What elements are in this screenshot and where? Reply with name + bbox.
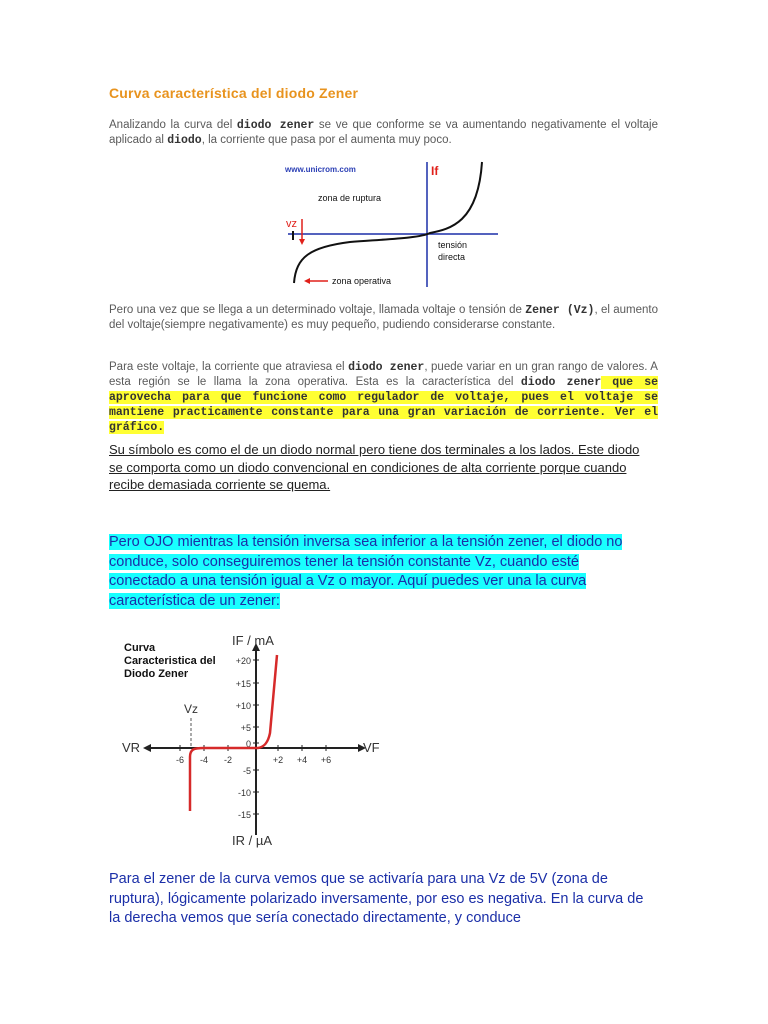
vz-arrow-head <box>299 239 305 245</box>
watermark: www.unicrom.com <box>285 165 356 174</box>
if-label: If <box>431 164 439 178</box>
zener-curve-figure-2 <box>108 625 398 850</box>
zener-curve-figure-1 <box>280 157 502 291</box>
tension-label-1: tensión <box>438 240 468 250</box>
fig2-vf-label: VF <box>363 740 380 755</box>
vz-label: vz <box>286 218 297 230</box>
fig2-y-tick-label: -15 <box>237 810 251 820</box>
fig2-vz-label: Vz <box>184 702 199 716</box>
fig2-title-line-3: Diodo Zener <box>124 668 189 680</box>
page-title: Curva característica del diodo Zener <box>109 85 359 101</box>
bold-term: diodo <box>167 134 202 147</box>
text: , puede variar en un gran rango de valores. A esta región se le llama la zona operativa. Esta es la característica del <box>109 361 658 388</box>
paragraph-6 <box>109 870 657 929</box>
paragraph-5 <box>109 533 629 611</box>
paragraph-3 <box>109 360 658 435</box>
underlined-text: Su símbolo es como el de un diodo normal pero tiene dos terminales a los lados. Este diodo se comporta como un diodo convencional en condiciones de alta corriente porque cuando recibe demasiada corriente se quema. <box>109 442 640 492</box>
fig2-x-tick-label: +2 <box>272 755 284 765</box>
fig2-x-tick-label: -6 <box>175 755 185 765</box>
fig2-x-tick-label: -4 <box>199 755 209 765</box>
fig2-y-tick-label: +20 <box>235 656 251 666</box>
text: se ve que conforme se va aumentando negativamente el voltaje aplicado al <box>109 119 659 146</box>
text: Pero una vez que se llega a un determinado voltaje, llamada voltaje o tensión de <box>109 304 526 316</box>
bold-term: Zener (Vz) <box>525 304 595 317</box>
fig2-ir-label: IR / µA <box>232 833 272 848</box>
bold-term: diodo zener <box>236 119 315 132</box>
fig2-y-tick-label: +5 <box>240 723 251 733</box>
fig2-y-tick-label: +15 <box>235 679 251 689</box>
zona-operativa-label: zona operativa <box>332 276 392 286</box>
fig2-y-tick-label: -5 <box>242 766 251 776</box>
bold-term: diodo zener <box>520 376 602 389</box>
text: Analizando la curva del <box>109 119 237 131</box>
highlighted-blue-text: Pero OJO mientras la tensión inversa sea inferior a la tensión zener, el diodo no conduce, solo conseguiremos tener la tensión constante Vz, cuando esté conectado a una tensión igual a Vz o mayor. Aquí puedes ver una la curva característica de un zener: <box>109 534 623 609</box>
fig2-x-tick-label: +4 <box>296 755 308 765</box>
fig2-if-label: IF / mA <box>232 633 274 648</box>
text: , la corriente que pasa por el aumenta muy poco. <box>201 134 452 146</box>
highlighted-text: que se aprovecha para que funcione como regulador de voltaje, pues el voltaje se mantiene practicamente constante para una gran variación de corriente. Ver el gráfico. <box>109 376 659 434</box>
fig2-y-tick-label: -10 <box>237 788 251 798</box>
text: Para este voltaje, la corriente que atraviesa el <box>109 361 349 373</box>
text: Para el zener de la curva vemos que se activaría para una Vz de 5V (zona de ruptura), lógicamente polarizado inversamente, por eso es negativa. En la curva de la derecha vemos que sería conectado directamente, y conduce <box>109 871 644 926</box>
bold-term: diodo zener <box>348 361 425 374</box>
fig2-title-line-2: Caracteristica del <box>124 655 216 667</box>
zona-ruptura-label: zona de ruptura <box>318 193 382 203</box>
fig2-y-tick-label: 0 <box>245 739 251 749</box>
paragraph-4 <box>109 441 649 494</box>
fig2-x-tick-label: +6 <box>320 755 332 765</box>
intro-paragraph <box>109 118 658 148</box>
fig2-vr-label: VR <box>122 740 141 755</box>
fig2-title-line-1: Curva <box>124 642 156 654</box>
text: , el aumento del voltaje(siempre negativamente) es muy pequeño, pudiendo considerarse constante. <box>109 304 658 331</box>
tension-label-2: directa <box>438 252 466 262</box>
operativa-arrow-head <box>304 278 310 284</box>
fig2-y-tick-label: +10 <box>235 701 251 711</box>
paragraph-2 <box>109 303 658 332</box>
characteristic-curve <box>294 162 482 283</box>
fig2-x-tick-label: -2 <box>223 755 233 765</box>
